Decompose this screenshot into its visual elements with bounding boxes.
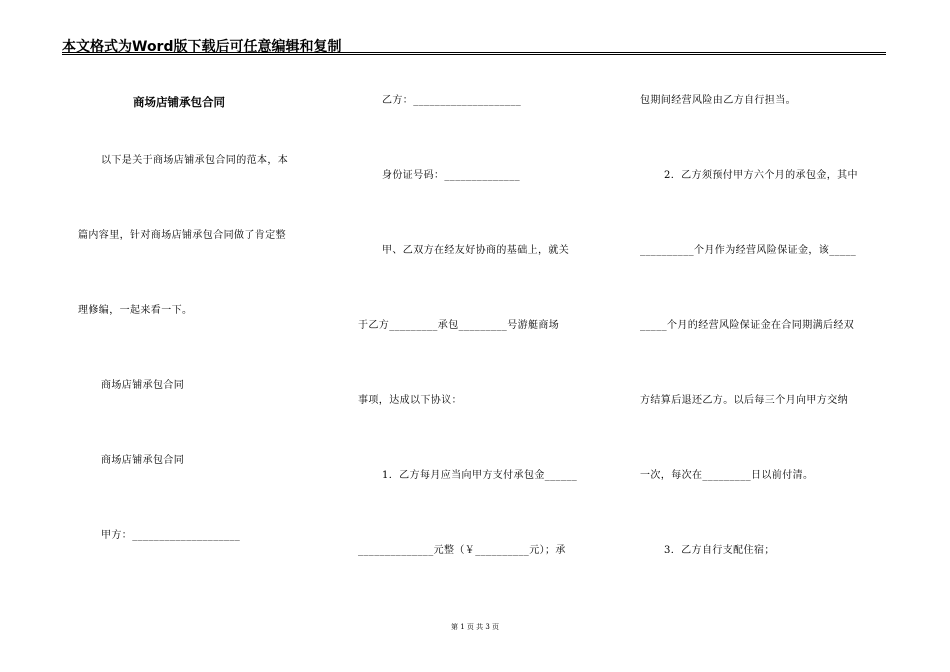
document-title: 商场店铺承包合同 [133, 95, 225, 109]
paragraph-line: 事项，达成以下协议： [358, 395, 462, 406]
paragraph-line: 商场店铺承包合同 [101, 380, 185, 391]
paragraph-line: 1．乙方每月应当向甲方支付承包金______ [382, 470, 578, 481]
header-title: 本文格式为Word版下载后可任意编辑和复制 [62, 39, 342, 55]
paragraph-line: 2．乙方须预付甲方六个月的承包金，其中 [664, 170, 858, 181]
header-divider-secondary [62, 54, 886, 55]
paragraph-line: 篇内容里，针对商场店铺承包合同做了肯定整 [78, 230, 286, 241]
paragraph-line: ______________元整（￥__________元）；承 [358, 545, 566, 556]
paragraph-line: 理修编，一起来看一下。 [78, 305, 193, 316]
paragraph-line: 身份证号码：______________ [382, 170, 520, 181]
paragraph-line: 3．乙方自行支配住宿； [664, 545, 775, 556]
paragraph-line: 甲方：____________________ [101, 530, 241, 541]
paragraph-line: 商场店铺承包合同 [101, 455, 185, 466]
paragraph-line: __________个月作为经营风险保证金，该_____ [640, 245, 857, 256]
header-divider [62, 52, 886, 53]
paragraph-line: 甲、乙双方在经友好协商的基础上，就关 [382, 245, 570, 256]
page-number: 第 1 页 共 3 页 [450, 623, 500, 631]
paragraph-line: 乙方：____________________ [382, 95, 522, 106]
paragraph-line: 方结算后退还乙方。以后每三个月向甲方交纳 [640, 395, 848, 406]
paragraph-line: 于乙方_________承包_________号游艇商场 [358, 320, 560, 331]
paragraph-line: 一次，每次在_________日以前付清。 [640, 470, 814, 481]
paragraph-line: 包期间经营风险由乙方自行担当。 [640, 95, 796, 106]
paragraph-line: 以下是关于商场店铺承包合同的范本，本 [101, 155, 289, 166]
paragraph-line: _____个月的经营风险保证金在合同期满后经双 [640, 320, 855, 331]
